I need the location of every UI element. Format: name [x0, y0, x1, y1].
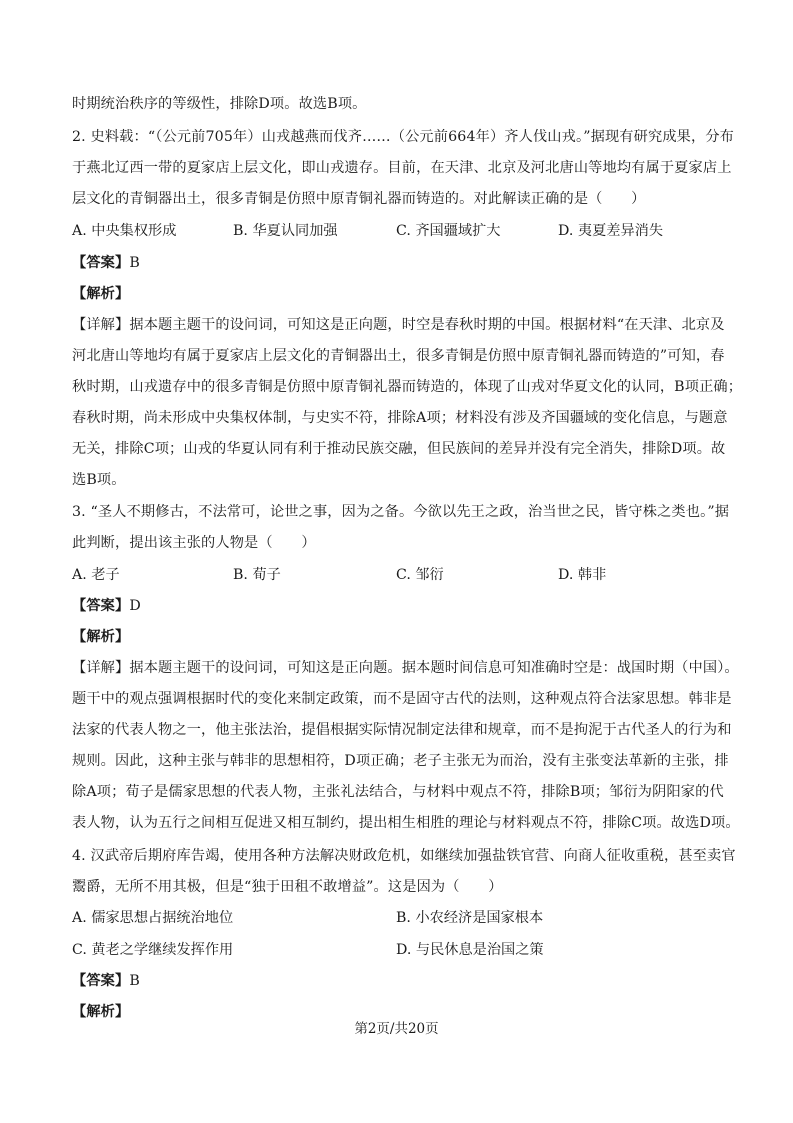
- q3-explanation: 表人物，认为五行之间相互促进又相互制约，提出相生相胜的理论与材料观点不符，排除C项。故选D项。: [72, 815, 740, 831]
- q2-explanation: 春秋时期，尚未形成中央集权体制，与史实不符，排除A项；材料没有涉及齐国疆域的变化信息，与题意: [72, 410, 728, 426]
- q3-explanation: 规则。因此，这种主张与韩非的思想相符，D项正确；老子主张无为而治，没有主张变法革新的主张，排: [72, 753, 729, 769]
- q2-explanation: 河北唐山等地均有属于夏家店上层文化的青铜器出土，很多青铜是仿照中原青铜礼器而铸造的”可知，春: [72, 348, 725, 364]
- analysis-label: 【解析】: [72, 1004, 130, 1020]
- page-footer: 第2页/共20页: [354, 1021, 439, 1037]
- question-3-text: 此判断，提出该主张的人物是（ ）: [72, 535, 316, 551]
- q3-option-b: B. 荀子: [233, 567, 281, 583]
- analysis-label: 【解析】: [72, 629, 130, 645]
- question-3-text: 3. “圣人不期修古，不法常可，论世之事，因为之备。今欲以先王之政，治当世之民，皆守株之类也。”据: [72, 504, 730, 520]
- answer-value: B: [129, 973, 140, 989]
- answer-label: 【答案】: [72, 973, 130, 989]
- q2-explanation: 【详解】据本题主题干的设问词，可知这是正向题，时空是春秋时期的中国。根据材料“在天津、北京及: [72, 317, 725, 333]
- q3-option-c: C. 邹衍: [396, 567, 444, 583]
- q3-analysis-label: [72, 627, 722, 647]
- q2-answer: [72, 253, 722, 273]
- question-2-text: 于燕北辽西一带的夏家店上层文化，即山戎遗存。目前，在天津、北京及河北唐山等地均有属于夏家店上: [72, 160, 732, 176]
- question-2-text: 2. 史料载：“（公元前705年）山戎越燕而伐齐……（公元前664年）齐人伐山戎。”据现有研究成果，分布: [72, 129, 735, 145]
- analysis-label: 【解析】: [72, 286, 130, 302]
- question-2-text: 层文化的青铜器出土，很多青铜是仿照中原青铜礼器而铸造的。对此解读正确的是（ ）: [72, 191, 646, 207]
- q2-analysis-label: [72, 284, 722, 304]
- answer-label: 【答案】: [72, 255, 130, 271]
- q2-option-d: D. 夷夏差异消失: [558, 223, 664, 239]
- q3-explanation: 【详解】据本题主题干的设问词，可知这是正向题。据本题时间信息可知准确时空是：战国时期（中国）。: [72, 660, 739, 676]
- q3-explanation: 法家的代表人物之一，他主张法治，提倡根据实际情况制定法律和规章，而不是拘泥于古代圣人的行为和: [72, 722, 732, 738]
- q3-answer: [72, 596, 722, 616]
- answer-value: D: [129, 598, 141, 614]
- q2-option-b: B. 华夏认同加强: [233, 223, 338, 239]
- q4-option-a: A. 儒家思想占据统治地位: [72, 910, 234, 926]
- answer-label: 【答案】: [72, 598, 130, 614]
- question-4-text: 鬻爵，无所不用其极，但是“独于田租不敢增益”。这是因为（ ）: [72, 879, 503, 895]
- question-4-text: 4. 汉武帝后期府库告竭，使用各种方法解决财政危机，如继续加强盐铁官营、向商人征收重税，甚至卖官: [72, 848, 736, 864]
- q2-option-c: C. 齐国疆域扩大: [396, 223, 501, 239]
- q2-explanation: 秋时期，山戎遗存中的很多青铜是仿照中原青铜礼器而铸造的，体现了山戎对华夏文化的认同，B项正确；: [72, 379, 743, 395]
- q3-option-a: A. 老子: [72, 567, 120, 583]
- q3-explanation: 题干中的观点强调根据时代的变化来制定政策，而不是固守古代的法则，这种观点符合法家思想。韩非是: [72, 691, 732, 707]
- q2-explanation: 选B项。: [72, 472, 126, 488]
- q2-explanation: 无关，排除C项；山戎的华夏认同有利于推动民族交融，但民族间的差异并没有完全消失，排除D项。故: [72, 441, 726, 457]
- q4-option-c: C. 黄老之学继续发挥作用: [72, 942, 234, 958]
- q4-option-d: D. 与民休息是治国之策: [396, 942, 544, 958]
- text-line: 时期统治秩序的等级性，排除D项。故选B项。: [72, 96, 367, 112]
- answer-value: B: [129, 255, 140, 271]
- q3-explanation: 除A项；荀子是儒家思想的代表人物，主张礼法结合，与材料中观点不符，排除B项；邹衍为阴阳家的代: [72, 784, 724, 800]
- q3-option-d: D. 韩非: [558, 567, 607, 583]
- q2-option-a: A. 中央集权形成: [72, 223, 177, 239]
- q4-answer: [72, 971, 722, 991]
- q4-option-b: B. 小农经济是国家根本: [396, 910, 544, 926]
